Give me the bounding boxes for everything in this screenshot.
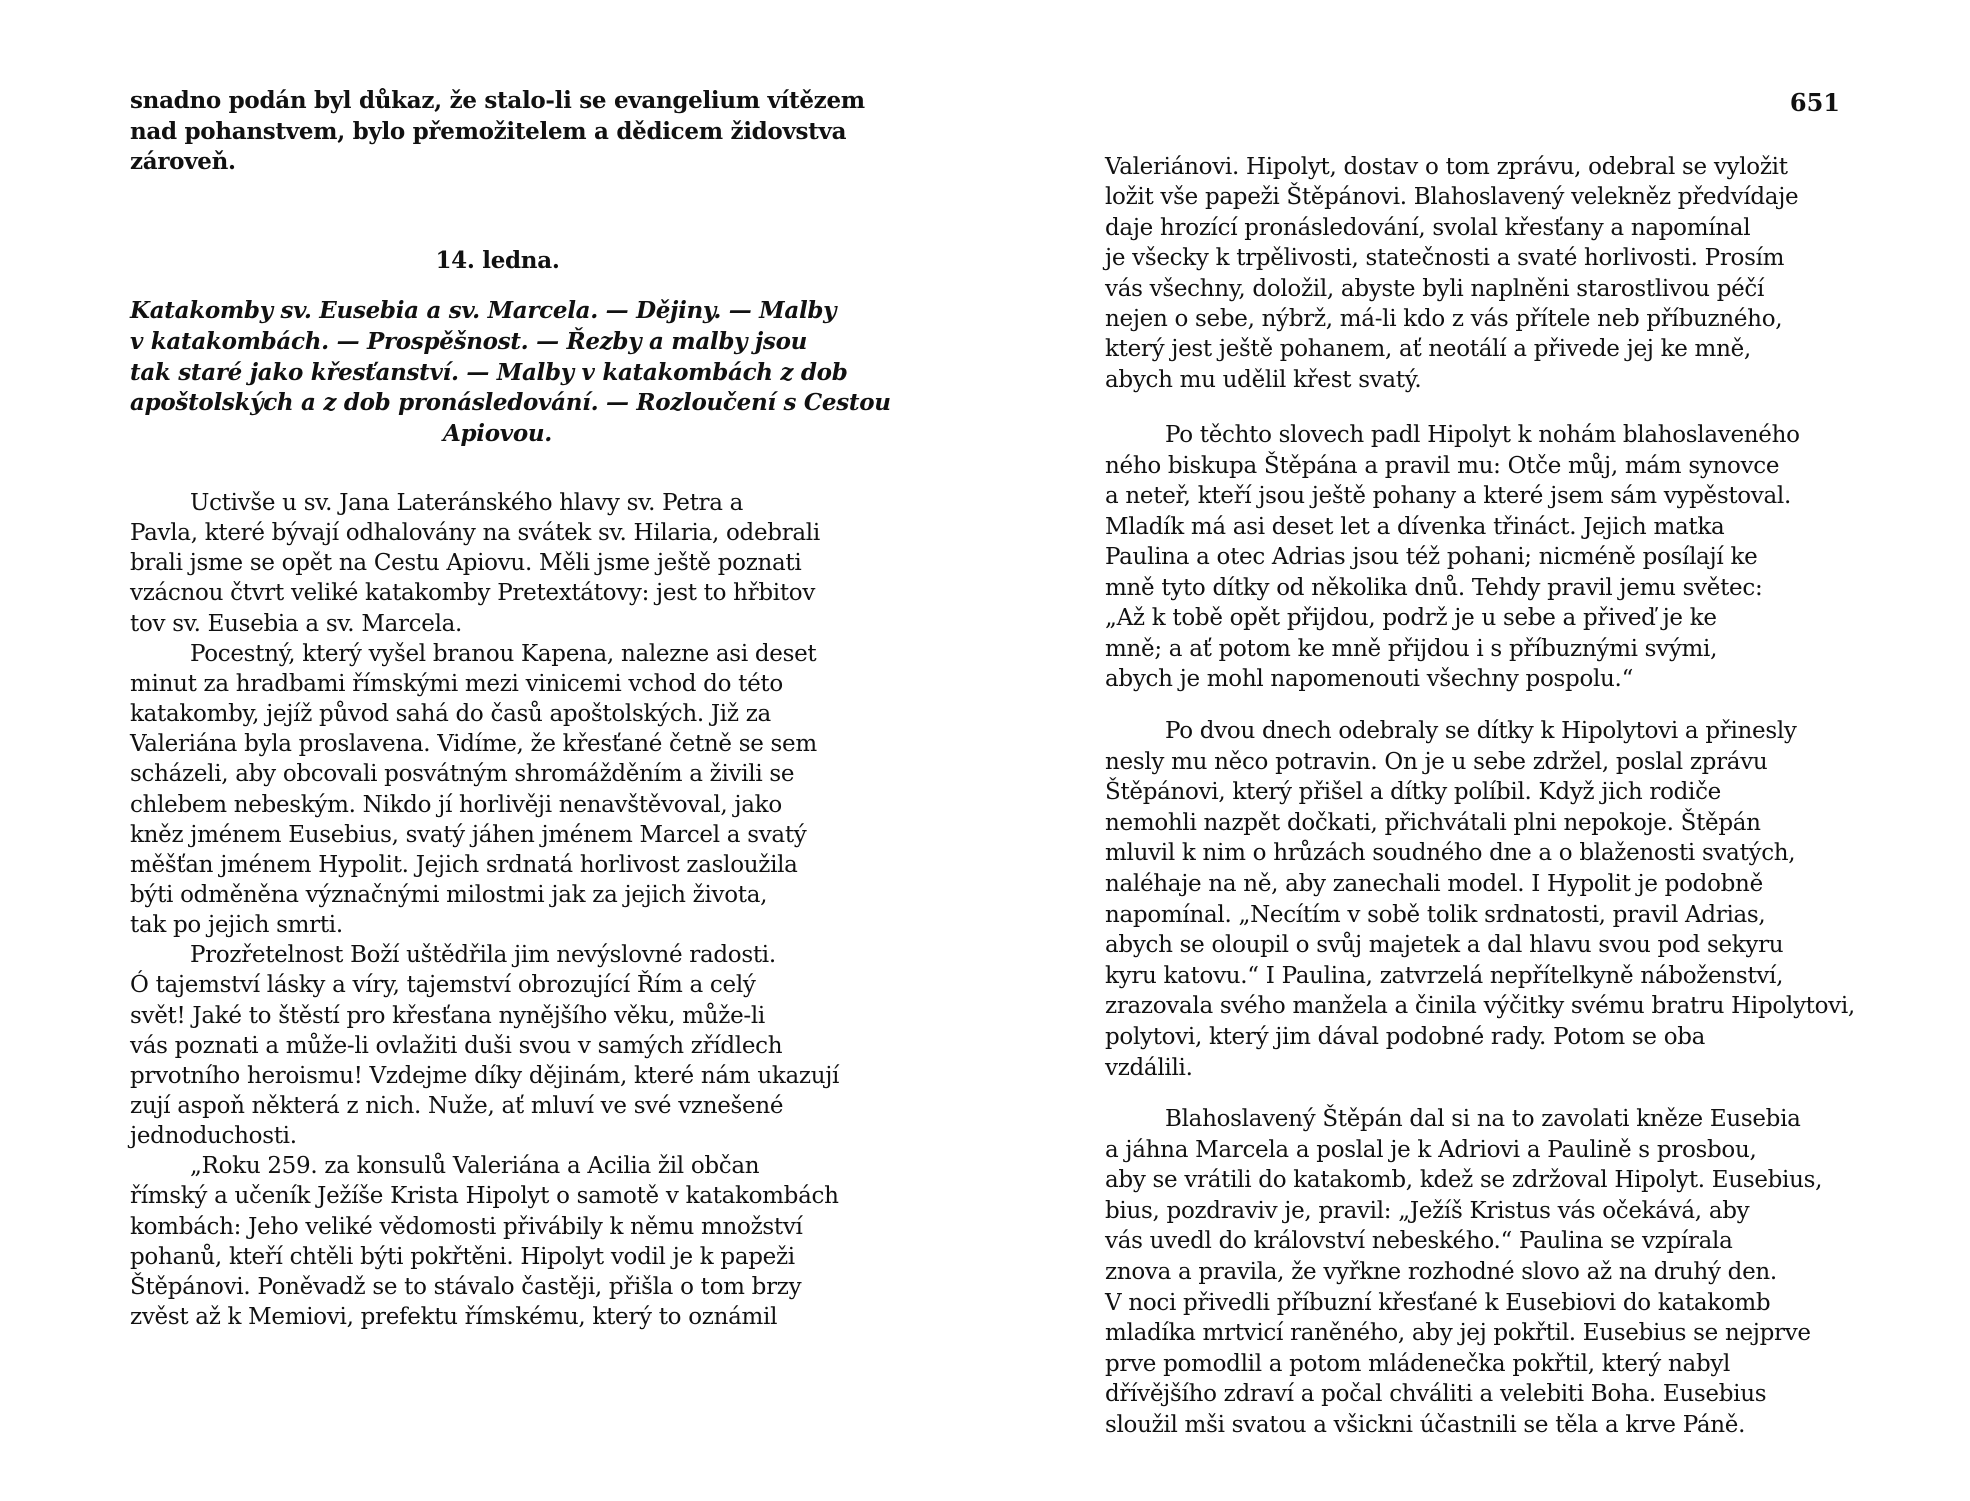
text-line: Po dvou dnech odebraly se dítky k Hipolytovi a přinesly (1165, 718, 1797, 744)
text-line: napomínal. „Necítím v sobě tolik srdnatosti, pravil Adrias, (1105, 901, 1766, 928)
text-line: mně tyto dítky od několika dnů. Tehdy pravil jemu světec: (1105, 574, 1763, 601)
text-line: Blahoslavený Štěpán dal si na to zavolati kněze Eusebia (1165, 1106, 1801, 1132)
text-line: Paulina a otec Adrias jsou též pohani; nicméně posílají ke (1105, 544, 1758, 570)
text-line: apoštolských a z dob pronásledování. — Rozloučení s Cestou (130, 389, 891, 417)
text-line: vás poznati a může-li ovlažiti duši svou v samých zřídlech (130, 1032, 783, 1059)
text-line: snadno podán byl důkaz, že stalo-li se evangelium vítězem (130, 87, 865, 114)
text-line: kombách: Jeho veliké vědomosti přivábily k němu množství (130, 1213, 803, 1240)
text-line: měšťan jménem Hypolit. Jejich srdnatá horlivost zasloužila (130, 851, 798, 878)
text-line: vás uvedl do království nebeského.“ Paulina se vzpírala (1105, 1228, 1733, 1255)
text-line: prvotního heroismu! Vzdejme díky dějinám, které nám ukazují (130, 1062, 840, 1089)
text-line: zrazovala svého manžela a činila výčitky svému bratru Hipolytovi, (1105, 993, 1855, 1020)
text-line: scházeli, aby obcovali posvátným shromážděním a živili se (130, 761, 795, 788)
text-line: Štěpánovi, který přišel a dítky políbil. Když jich rodiče (1105, 779, 1721, 806)
text-line: tov sv. Eusebia a sv. Marcela. (130, 610, 463, 637)
text-line: abych se oloupil o svůj majetek a dal hlavu svou pod sekyru (1105, 932, 1784, 959)
text-line: kněz jménem Eusebius, svatý jáhen jménem Marcel a svatý (130, 821, 807, 848)
text-line: nad pohanstvem, bylo přemožitelem a dědicem židovstva (130, 117, 847, 145)
text-line: Mladík má asi deset let a dívenka třináct. Jejich matka (1105, 513, 1725, 540)
text-line: nesly mu něco potravin. On je u sebe zdržel, poslal zprávu (1105, 748, 1768, 775)
text-line: nemohli nazpět dočkati, přichvátali plni nepokoje. Štěpán (1105, 809, 1761, 836)
text-line: Valeriánovi. Hipolyt, dostav o tom zprávu, odebral se vyložit (1105, 154, 1788, 180)
text-line: chlebem nebeským. Nikdo jí horlivěji nenavštěvoval, jako (130, 791, 782, 818)
text-line: aby se vrátili do katakomb, kdež se zdržoval Hipolyt. Eusebius, (1105, 1167, 1823, 1194)
text-line: ného biskupa Štěpána a pravil mu: Otče můj, mám synovce (1105, 452, 1780, 479)
text-line: minut za hradbami římskými mezi vinicemi vchod do této (130, 670, 783, 697)
text-line: římský a učeník Ježíše Krista Hipolyt o samotě v katakombách (130, 1183, 839, 1210)
text-line: který jest ještě pohanem, ať neotálí a přivede jej ke mně, (1105, 336, 1751, 363)
page-number: 651 (1789, 88, 1840, 117)
text-line: je všecky k trpělivosti, statečnosti a svaté horlivosti. Prosím (1105, 245, 1785, 272)
text-line: býti odměněna význačnými milostmi jak za jejich života, (130, 881, 768, 908)
text-line: Valeriána byla proslavena. Vidíme, že křesťané četně se sem (130, 731, 817, 758)
text-line: vás všechny, doložil, abyste byli naplněni starostlivou péčí (1105, 275, 1765, 302)
text-line: „Až k tobě opět přijdou, podrž je u sebe a přiveď je ke (1105, 605, 1717, 631)
text-line: pohanů, kteří chtěli býti pokřtěni. Hipolyt vodil je k papeži (130, 1243, 795, 1270)
text-line: V noci přivedli příbuzní křesťané k Eusebiovi do katakomb (1105, 1289, 1771, 1316)
text-line: brali jsme se opět na Cestu Apiovu. Měli jsme ještě poznati (130, 550, 802, 577)
text-line: zují aspoň některá z nich. Nuže, ať mluví ve své vznešené (130, 1093, 784, 1119)
text-line: tak po jejich smrti. (130, 912, 343, 939)
text-line: Prozřetelnost Boží uštědřila jim nevýslovné radosti. (190, 942, 776, 969)
text-line: v katakombách. — Prospěšnost. — Řezby a malby jsou (130, 327, 808, 355)
text-line: zároveň. (130, 148, 236, 175)
text-line: Pavla, které bývají odhalovány na svátek sv. Hilaria, odebrali (130, 520, 820, 547)
text-line: zvěst až k Memiovi, prefektu římskému, který to oznámil (130, 1304, 778, 1331)
chapter-title: 14. ledna. (435, 247, 560, 274)
text-line: katakomby, jejíž původ sahá do časů apoštolských. Již za (130, 701, 771, 728)
text-line: mně; a ať potom ke mně přijdou i s příbuznými svými, (1105, 635, 1718, 662)
text-line: jednoduchosti. (130, 1123, 297, 1150)
text-line: daje hrozící pronásledování, svolal křesťany a napomínal (1105, 214, 1751, 241)
text-line: vzdálili. (1105, 1054, 1193, 1081)
text-line: Katakomby sv. Eusebia a sv. Marcela. — Dějiny. — Malby (130, 297, 837, 324)
text-line: Štěpánovi. Poněvadž se to stávalo častěji, přišla o tom brzy (130, 1273, 802, 1300)
text-line: prve pomodlil a potom mládenečka pokřtil, který nabyl (1105, 1350, 1731, 1377)
text-line: znova a pravila, že vyřkne rozhodné slovo až na druhý den. (1105, 1259, 1777, 1285)
text-line: nejen o sebe, nýbrž, má-li kdo z vás přítele neb příbuzného, (1105, 306, 1783, 332)
text-line: kyru katovu.“ I Paulina, zatvrzelá nepřítelkyně náboženství, (1105, 962, 1784, 989)
text-line: Po těchto slovech padl Hipolyt k nohám blahoslaveného (1165, 422, 1800, 448)
text-line: abych je mohl napomenouti všechny pospolu.“ (1105, 666, 1634, 692)
text-line: abych mu udělil křest svatý. (1105, 366, 1422, 393)
text-line: tak staré jako křesťanství. — Malby v katakombách z dob (130, 358, 848, 386)
text-line: svět! Jaké to štěstí pro křesťana nynějšího věku, může-li (130, 1002, 765, 1029)
text-line: a neteř, kteří jsou ještě pohany a které jsem sám vypěstoval. (1105, 483, 1791, 509)
text-line: naléhaje na ně, aby zanechali model. I Hypolit je podobně (1105, 871, 1763, 897)
text-line: mladíka mrtvicí raněného, aby jej pokřtil. Eusebius se nejprve (1105, 1320, 1811, 1347)
text-line: sloužil mši svatou a všickni účastnili se těla a krve Páně. (1105, 1412, 1746, 1438)
text-line: polytovi, který jim dával podobné rady. Potom se oba (1105, 1024, 1706, 1050)
text-line: Apiovou. (442, 420, 553, 448)
text-line: Uctivše u sv. Jana Lateránského hlavy sv. Petra a (190, 490, 744, 516)
text-line: ložit vše papeži Štěpánovi. Blahoslavený velekněz předvídaje (1105, 184, 1799, 211)
text-line: „Roku 259. za konsulů Valeriána a Acilia žil občan (190, 1153, 760, 1180)
text-line: mluvil k nim o hrůzách soudného dne a o blaženosti svatých, (1105, 840, 1796, 867)
text-line: Ó tajemství lásky a víry, tajemství obrozující Řím a celý (130, 972, 756, 999)
text-line: bius, pozdraviv je, pravil: „Ježíš Kristus vás očekává, aby (1105, 1197, 1750, 1224)
text-line: Pocestný, který vyšel branou Kapena, nalezne asi deset (190, 640, 817, 667)
text-line: dřívějšího zdraví a počal chváliti a velebiti Boha. Eusebius (1105, 1381, 1767, 1408)
text-line: a jáhna Marcela a poslal je k Adriovi a Paulině s prosbou, (1105, 1136, 1757, 1163)
text-line: vzácnou čtvrt veliké katakomby Pretextátovy: jest to hřbitov (130, 580, 816, 607)
